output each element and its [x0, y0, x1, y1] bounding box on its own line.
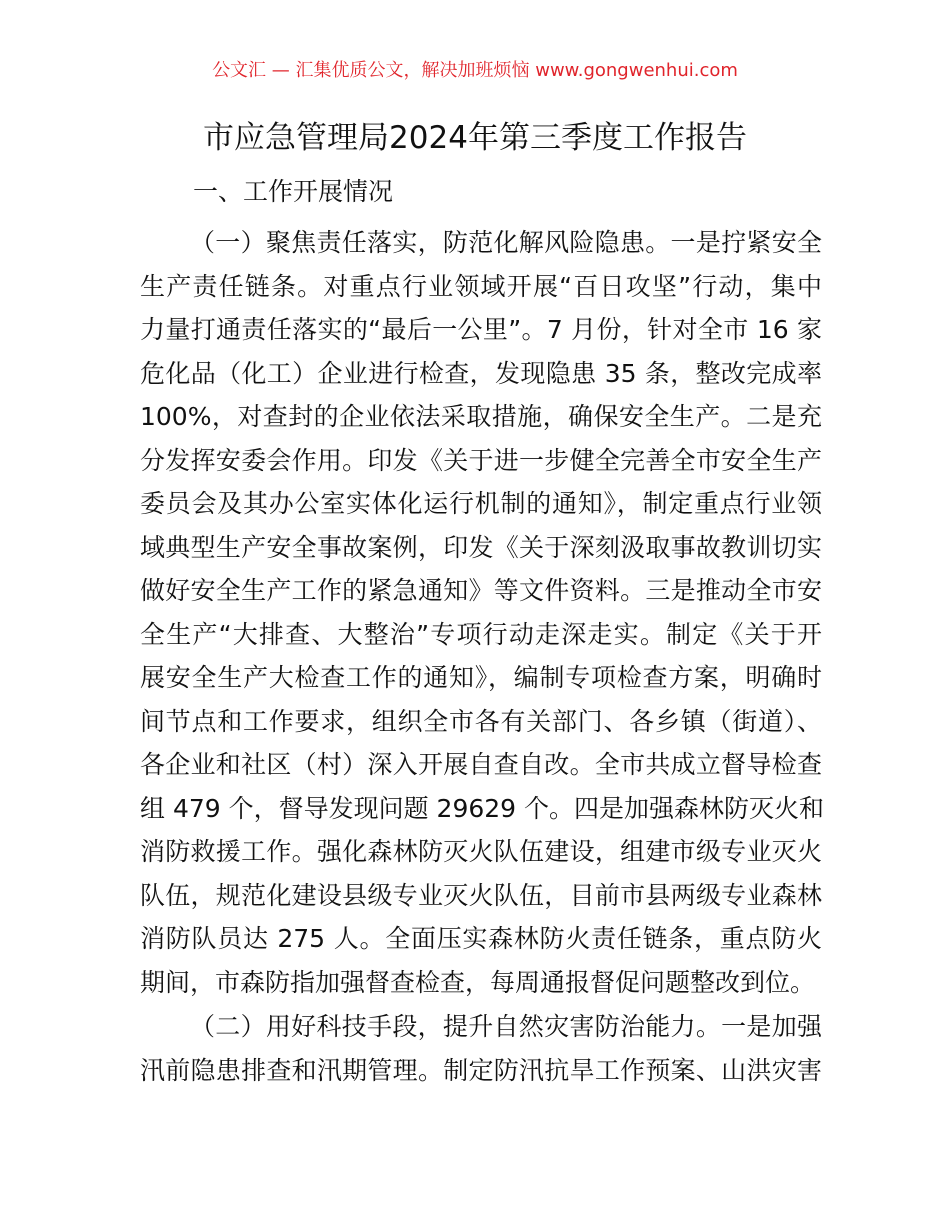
text-line: 组 479 个，督导发现问题 29629 个。四是加强森林防灭火和: [140, 793, 825, 823]
text-line: 生产责任链条。对重点行业领域开展“百日攻坚”行动，集中: [140, 271, 822, 301]
text-line: 委员会及其办公室实体化运行机制的通知》，制定重点行业领: [140, 489, 822, 518]
text-line: 期间，市森防指加强督查检查，每周通报督促问题整改到位。: [140, 967, 816, 997]
text-line: 100%，对查封的企业依法采取措施，确保安全生产。二是充: [140, 402, 822, 431]
text-line: 消防救援工作。强化森林防灭火队伍建设，组建市级专业灭火: [140, 837, 822, 866]
text-line: （一）聚焦责任落实，防范化解风险隐患。一是拧紧安全: [190, 228, 822, 257]
text-line: 做好安全生产工作的紧急通知》等文件资料。三是推动全市安: [140, 576, 822, 605]
text-line: 危化品（化工）企业进行检查，发现隐患 35 条，整改完成率: [140, 358, 822, 388]
text-line: 力量打通责任落实的“最后一公里”。7 月份，针对全市 16 家: [140, 315, 822, 344]
paragraph-technology: [140, 1005, 822, 1092]
text-line: （二）用好科技手段，提升自然灾害防治能力。一是加强: [190, 1012, 822, 1041]
section-heading: 一、工作开展情况: [193, 177, 394, 206]
text-line: 分发挥安委会作用。印发《关于进一步健全完善全市安全生产: [140, 445, 822, 475]
text-line: 全生产“大排查、大整治”专项行动走深走实。制定《关于开: [140, 619, 822, 649]
text-line: 队伍，规范化建设县级专业灭火队伍，目前市县两级专业森林: [140, 880, 822, 910]
text-line: 间节点和工作要求，组织全市各有关部门、各乡镇（街道）、: [140, 706, 822, 736]
text-line: 域典型生产安全事故案例，印发《关于深刻汲取事故教训切实: [140, 532, 822, 562]
text-line: 汛前隐患排查和汛期管理。制定防汛抗旱工作预案、山洪灾害: [140, 1055, 822, 1085]
document-title: 市应急管理局2024年第三季度工作报告: [203, 120, 747, 156]
text-line: 各企业和社区（村）深入开展自查自改。全市共成立督导检查: [140, 750, 822, 779]
watermark-banner: 公文汇 — 汇集优质公文，解决加班烦恼 www.gongwenhui.com: [212, 60, 738, 81]
paragraph-responsibility: [140, 221, 825, 1004]
text-line: 消防队员达 275 人。全面压实森林防火责任链条，重点防火: [140, 924, 822, 953]
text-line: 展安全生产大检查工作的通知》，编制专项检查方案，明确时: [140, 663, 822, 692]
